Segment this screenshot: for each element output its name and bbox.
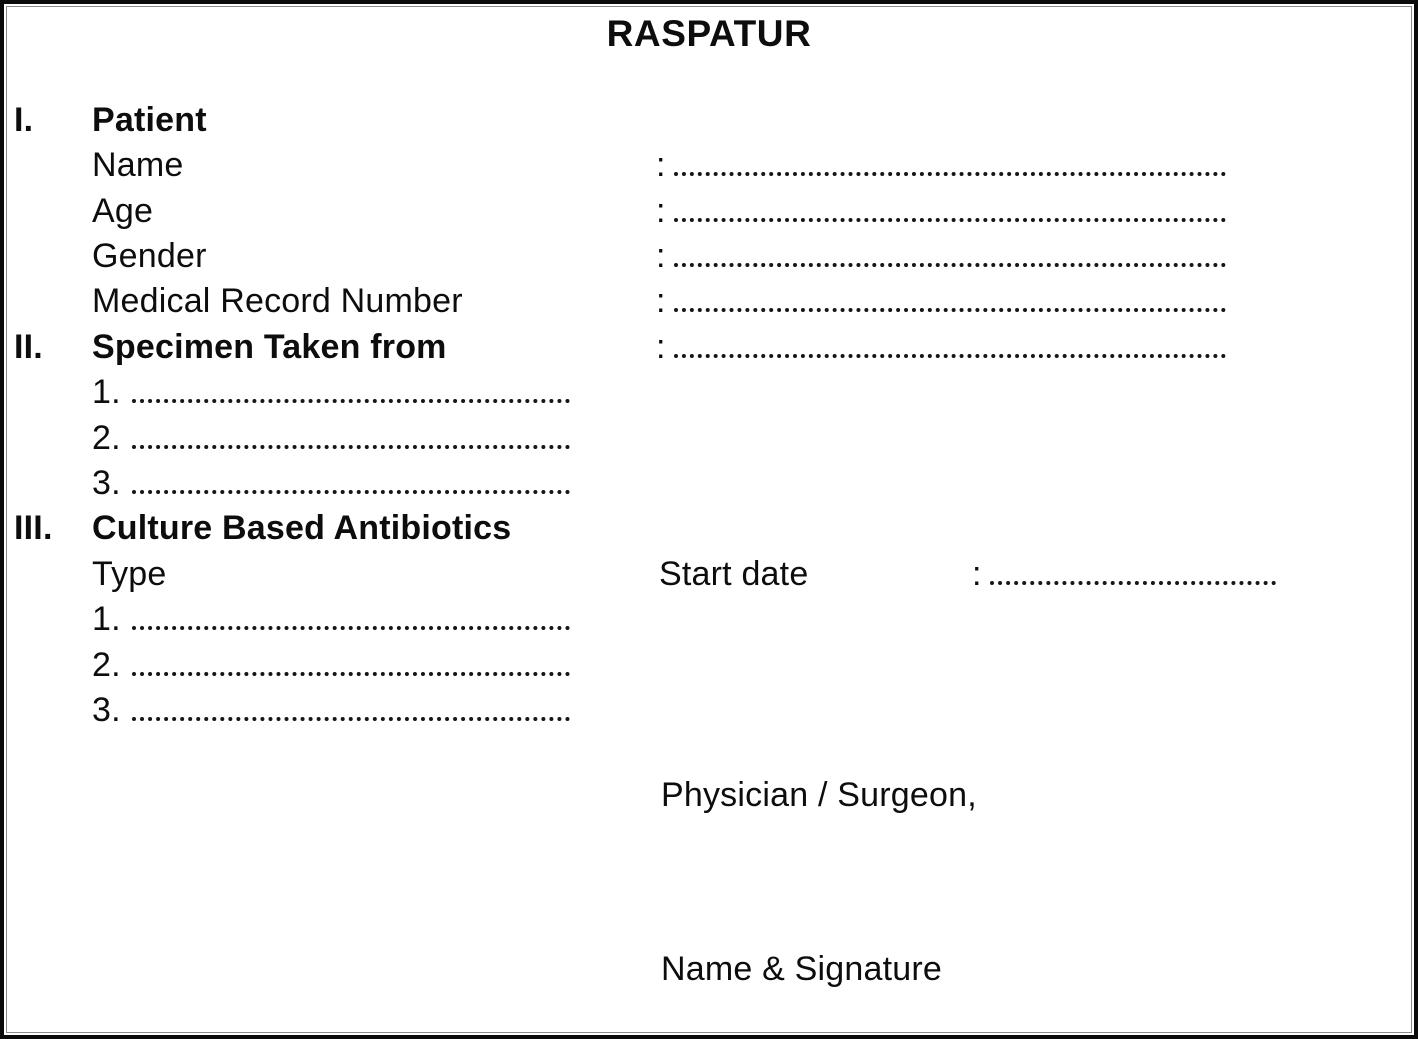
dotted-leader <box>132 618 570 630</box>
field-row-medical-record-number <box>4 278 1414 324</box>
specimen-item-row <box>4 415 1414 461</box>
physician-label: Physician / Surgeon, <box>661 776 977 814</box>
dotted-leader <box>132 664 570 676</box>
item-number: 3. <box>92 691 121 729</box>
field-row-gender <box>4 233 1414 279</box>
physician-row <box>4 772 1414 818</box>
antibiotic-item-row <box>4 687 1414 733</box>
section-heading: Culture Based Antibiotics <box>92 509 512 547</box>
dotted-leader <box>674 210 1226 222</box>
dotted-leader <box>674 164 1226 176</box>
field-label: Gender <box>92 237 207 275</box>
field-value <box>656 233 1226 279</box>
item-number: 1. <box>92 600 121 638</box>
item-number: 2. <box>92 646 121 684</box>
list-item <box>92 642 570 688</box>
section-numeral: III. <box>14 509 53 547</box>
start-date-value <box>972 551 1276 597</box>
section-heading: Patient <box>92 101 207 139</box>
colon: : <box>656 282 666 320</box>
dotted-leader <box>132 482 570 494</box>
dotted-leader <box>132 437 570 449</box>
type-label: Type <box>92 555 167 593</box>
field-label: Name <box>92 146 184 184</box>
item-number: 3. <box>92 464 121 502</box>
dotted-leader <box>674 300 1226 312</box>
field-row-age <box>4 188 1414 234</box>
field-label: Medical Record Number <box>92 282 463 320</box>
colon: : <box>656 237 666 275</box>
type-startdate-row <box>4 551 1414 597</box>
dotted-leader <box>132 709 570 721</box>
antibiotic-item-row <box>4 596 1414 642</box>
field-value <box>656 188 1226 234</box>
section-heading: Specimen Taken from <box>92 328 447 366</box>
title-row <box>4 11 1414 57</box>
section-numeral: II. <box>14 328 43 366</box>
specimen-item-row <box>4 369 1414 415</box>
antibiotic-item-row <box>4 642 1414 688</box>
signature-label: Name & Signature <box>661 950 943 988</box>
field-row-name <box>4 142 1414 188</box>
item-number: 1. <box>92 373 121 411</box>
field-label: Age <box>92 192 154 230</box>
section-specimen-header <box>4 324 1414 370</box>
colon: : <box>656 328 666 366</box>
field-value <box>656 324 1226 370</box>
start-date-label: Start date <box>659 555 809 593</box>
item-number: 2. <box>92 419 121 457</box>
form-title: RASPATUR <box>606 13 812 54</box>
list-item <box>92 415 570 461</box>
field-value <box>656 278 1226 324</box>
dotted-leader <box>674 255 1226 267</box>
list-item <box>92 596 570 642</box>
section-patient-header <box>4 97 1414 143</box>
specimen-item-row <box>4 460 1414 506</box>
colon: : <box>656 192 666 230</box>
dotted-leader <box>132 391 570 403</box>
list-item <box>92 687 570 733</box>
list-item <box>92 460 570 506</box>
colon: : <box>972 555 982 593</box>
list-item <box>92 369 570 415</box>
signature-row <box>4 946 1414 992</box>
dotted-leader <box>990 573 1276 585</box>
section-antibiotics-header <box>4 505 1414 551</box>
field-value <box>656 142 1226 188</box>
section-numeral: I. <box>14 101 34 139</box>
dotted-leader <box>674 346 1226 358</box>
colon: : <box>656 146 666 184</box>
